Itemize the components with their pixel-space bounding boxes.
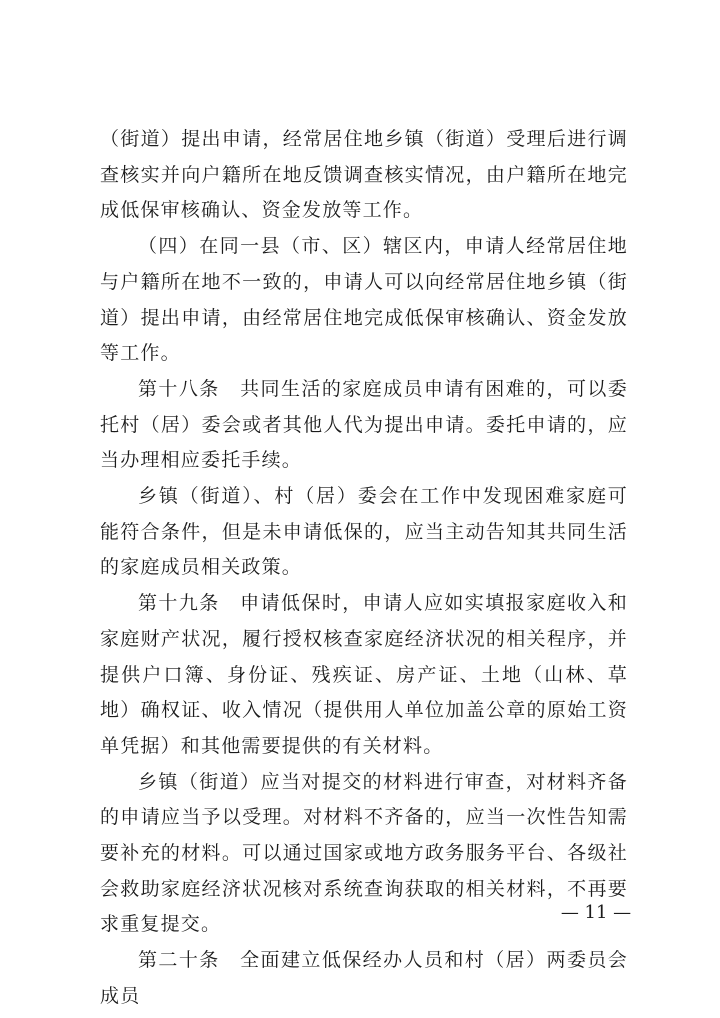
paragraph-township-duty: 乡镇（街道）、村（居）委会在工作中发现困难家庭可能符合条件，但是未申请低保的，应当主动告知其共同生活的家庭成员相关政策。 bbox=[100, 485, 628, 579]
paragraph-material-review: 乡镇（街道）应当对提交的材料进行审查，对材料齐备的申请应当予以受理。对材料不齐备的，应当一次性告知需要补充的材料。可以通过国家或地方政务服务平台、各级社会救助家庭经济状况核对系统查询获取的相关材料，不再要求重复提交。 bbox=[100, 770, 628, 936]
body-text bbox=[100, 122, 628, 1015]
paragraph-article-19: 第十九条 申请低保时，申请人应如实填报家庭收入和家庭财产状况，履行授权核查家庭经济状况的相关程序，并提供户口簿、身份证、残疾证、房产证、土地（山林、草地）确权证、收入情况（提供用人单位加盖公章的原始工资单凭据）和其他需要提供的有关材料。 bbox=[100, 592, 628, 757]
paragraph-continuation: （街道）提出申请，经常居住地乡镇（街道）受理后进行调查核实并向户籍所在地反馈调查核实情况，由户籍所在地完成低保审核确认、资金发放等工作。 bbox=[100, 128, 628, 222]
paragraph-article-20: 第二十条 全面建立低保经办人员和村（居）两委员会成员 bbox=[100, 949, 628, 1007]
paragraph-item-four: （四）在同一县（市、区）辖区内，申请人经常居住地与户籍所在地不一致的，申请人可以向经常居住地乡镇（街道）提出申请，由经常居住地完成低保审核确认、资金发放等工作。 bbox=[100, 235, 628, 365]
paragraph-article-18: 第十八条 共同生活的家庭成员申请有困难的，可以委托村（居）委会或者其他人代为提出申请。委托申请的，应当办理相应委托手续。 bbox=[100, 377, 628, 472]
page-number: — 11 — bbox=[560, 902, 632, 923]
